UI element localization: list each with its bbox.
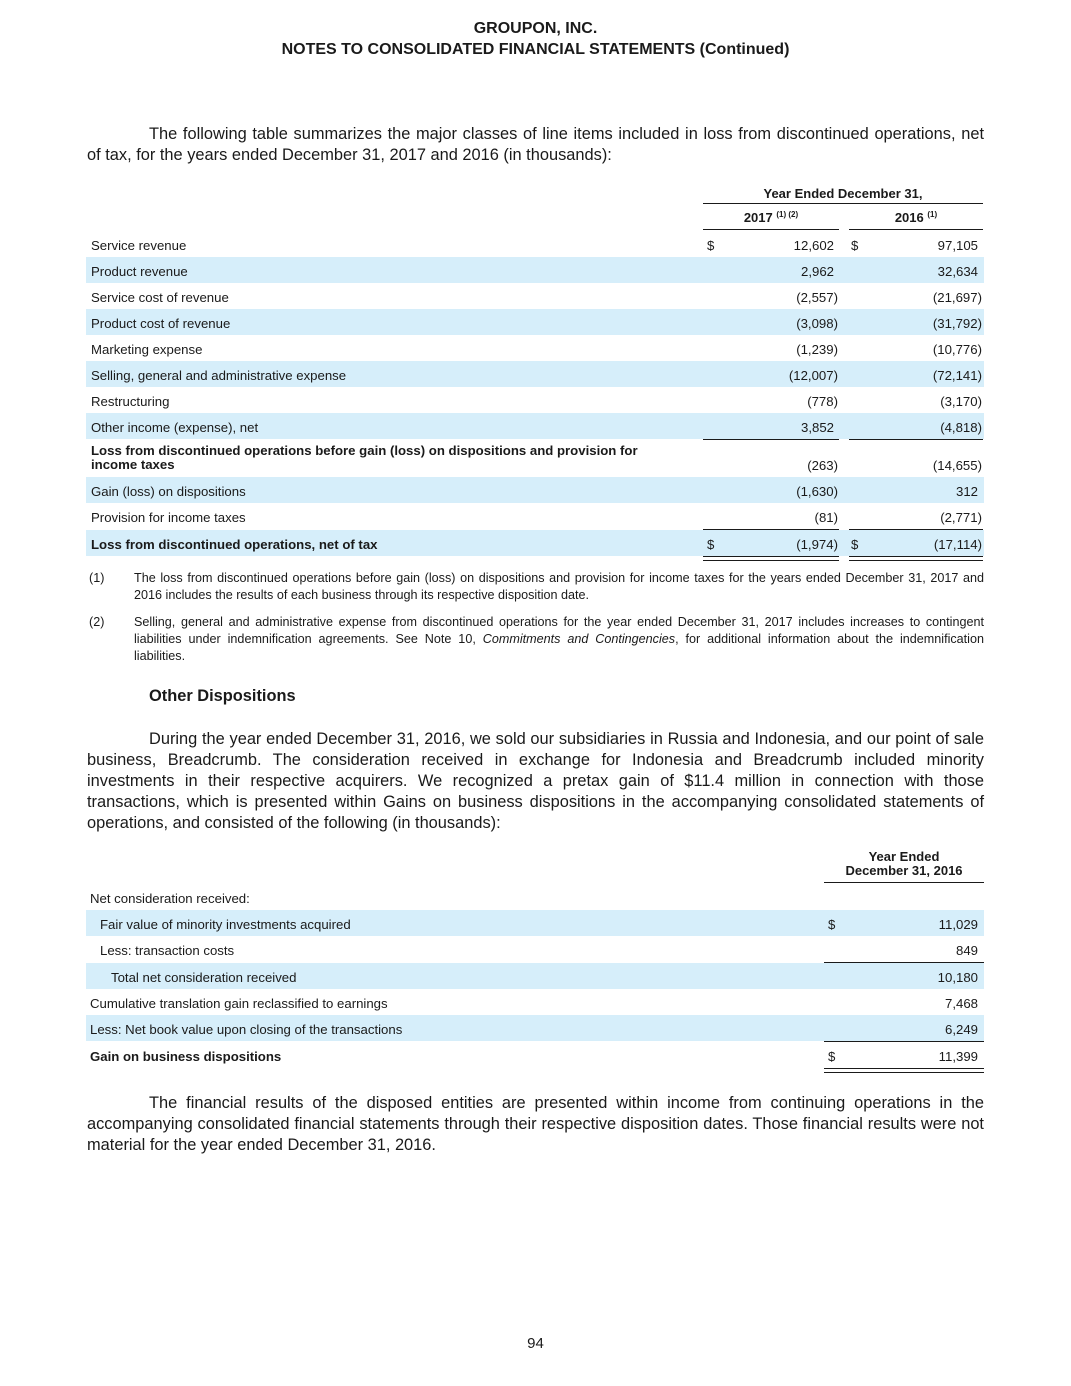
double-rule-2016 (849, 556, 983, 561)
value-2016: (31,792) (932, 316, 982, 331)
row-value: 11,029 (938, 917, 978, 932)
value-2017: 3,852 (800, 420, 834, 435)
period-header: Year Ended December 31, (763, 186, 923, 201)
page-title: NOTES TO CONSOLIDATED FINANCIAL STATEMENTS (Continued) (281, 41, 790, 58)
value-2016: 97,105 (937, 238, 978, 253)
value-2017: 12,602 (793, 238, 834, 253)
company-name: GROUPON, INC. (473, 20, 598, 37)
table-row (86, 387, 984, 413)
row-label: Less: transaction costs (100, 943, 235, 958)
value-2017: (81) (814, 510, 838, 525)
value-2016: (4,818) (940, 420, 982, 435)
col-rule-2016 (849, 229, 983, 230)
dispositions-paragraph: During the year ended December 31, 2016, we sold our subsidiaries in Russia and Indonesia, and our point of sale business, Breadcrumb. The consideration received in exchange for Indonesia and Breadcrumb included minority investments in their respective acquirers. We recognized a pretax gain of $11.4 million in connection with those transactions, which is presented within Gains on business dispositions in the accompanying consolidated statements of operations, and consisted of the following (in thousands): (87, 730, 984, 832)
period-header: Year Ended December 31, 2016 (845, 849, 963, 878)
value-2016: (72,141) (932, 368, 982, 383)
row-value: 849 (955, 943, 978, 958)
footnote-number: (2) (89, 615, 105, 629)
value-2017: (778) (807, 394, 838, 409)
footnote-text: Selling, general and administrative expense from discontinued operations for the year ended December 31, 2017 includes increases to contingent liabilities under indemnification agreements. See Note 10, Commitments and Contingencies, for additional information about the indemnification liabilities. (134, 615, 984, 663)
row-value: 11,399 (938, 1049, 978, 1064)
row-label: Cumulative translation gain reclassified to earnings (90, 996, 388, 1011)
table-row (86, 503, 984, 529)
table-row (86, 989, 984, 1015)
table-row (86, 413, 984, 439)
value-2016: (17,114) (933, 537, 982, 552)
table-row (86, 335, 984, 361)
header-rule (824, 882, 984, 883)
table-row (86, 477, 984, 503)
footnote-1 (87, 570, 984, 604)
row-label: Gain (loss) on dispositions (91, 484, 246, 499)
value-2017: (1,630) (796, 484, 838, 499)
double-rule (824, 1068, 984, 1073)
value-2017: (2,557) (796, 290, 838, 305)
row-value: 6,249 (944, 1022, 978, 1037)
header-rule (703, 203, 983, 204)
footnote-text: The loss from discontinued operations before gain (loss) on dispositions and provision for income taxes for the years ended December 31, 2017 and 2016 includes the results of each business through its respective disposition date. (134, 571, 984, 602)
row-label: Product revenue (91, 264, 188, 279)
value-2017: (12,007) (788, 368, 838, 383)
value-2016: (14,655) (932, 458, 982, 473)
discontinued-operations-table (86, 183, 984, 563)
table-row (86, 1042, 984, 1068)
row-value: 10,180 (937, 970, 978, 985)
footnote-number: (1) (89, 571, 105, 585)
col-2017-header: 2017 $^{(1) (2)}$ (743, 210, 799, 225)
row-label: Selling, general and administrative expense (91, 368, 347, 383)
value-2017: (263) (807, 458, 838, 473)
row-label: Gain on business dispositions (90, 1049, 282, 1064)
value-2016: (10,776) (932, 342, 982, 357)
value-2016: (2,771) (940, 510, 982, 525)
intro-paragraph: The following table summarizes the major classes of line items included in loss from discontinued operations, net of tax, for the years ended December 31, 2017 and 2016 (in thousands): (87, 125, 984, 164)
row-label: Loss from discontinued operations before gain (loss) on dispositions and provision for income taxes (91, 443, 638, 472)
table-row (86, 361, 984, 387)
value-2017: (1,974) (796, 537, 838, 552)
row-label: Service revenue (91, 238, 187, 253)
value-2017: 2,962 (800, 264, 834, 279)
value-2016: 312 (955, 484, 978, 499)
page-number: 94 (527, 1335, 544, 1352)
footnote-2 (87, 614, 984, 665)
table-row (86, 257, 984, 283)
table-row (86, 936, 984, 962)
table-row (86, 1015, 984, 1041)
row-label: Loss from discontinued operations, net of tax (91, 537, 378, 552)
value-2016: 32,634 (937, 264, 978, 279)
table-row (86, 910, 984, 936)
value-2017: (3,098) (796, 316, 838, 331)
table-row (86, 530, 984, 556)
table-row (86, 309, 984, 335)
section-heading: Other Dispositions (149, 687, 296, 705)
table-row (86, 884, 984, 910)
row-label: Product cost of revenue (91, 316, 231, 331)
row-label: Fair value of minority investments acquired (100, 917, 351, 932)
double-rule-2017 (703, 556, 839, 561)
row-label: Marketing expense (91, 342, 203, 357)
dollar-sign: $ (828, 1049, 836, 1064)
dollar-sign: $ (707, 238, 715, 253)
row-label: Restructuring (91, 394, 170, 409)
col-2016-header: 2016 $^{(1)}$ (894, 210, 938, 225)
table-row (86, 440, 984, 477)
row-label: Service cost of revenue (91, 290, 229, 305)
dollar-sign: $ (851, 238, 859, 253)
row-label: Net consideration received: (90, 891, 250, 906)
row-label: Less: Net book value upon closing of the transactions (90, 1022, 403, 1037)
table-row (86, 283, 984, 309)
table-row (86, 231, 984, 257)
closing-paragraph: The financial results of the disposed entities are presented within income from continuing operations in the accompanying consolidated financial statements through their respective disposition dates. Those financial results were not material for the year ended December 31, 2016. (87, 1094, 984, 1154)
dollar-sign: $ (828, 917, 836, 932)
value-2016: (3,170) (940, 394, 982, 409)
dollar-sign: $ (707, 537, 715, 552)
row-label: Other income (expense), net (91, 420, 259, 435)
table-row (86, 963, 984, 989)
value-2017: (1,239) (796, 342, 838, 357)
dollar-sign: $ (851, 537, 859, 552)
col-rule-2017 (703, 229, 839, 230)
value-2016: (21,697) (932, 290, 982, 305)
row-label: Provision for income taxes (91, 510, 246, 525)
row-value: 7,468 (944, 996, 978, 1011)
dispositions-table (86, 848, 984, 1073)
row-label: Total net consideration received (111, 970, 297, 985)
